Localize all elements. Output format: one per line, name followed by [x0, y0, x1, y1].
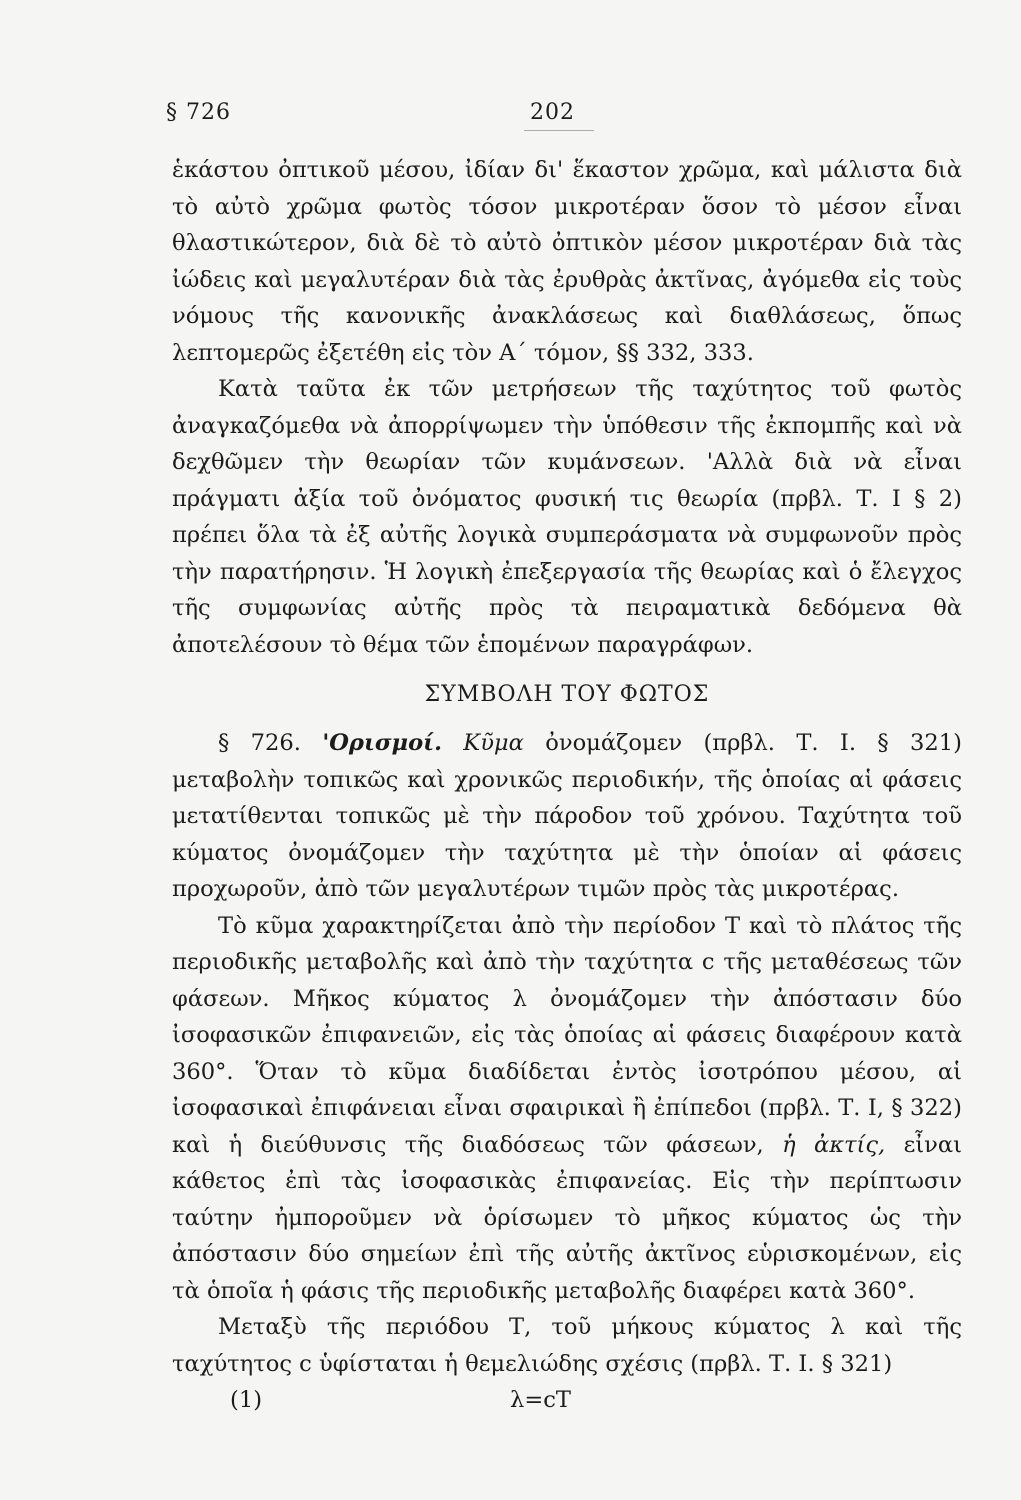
paragraph-wave-characteristics — [172, 908, 962, 1310]
paragraph-text-before: Τὸ κῦμα χαρακτηρίζεται ἀπὸ τὴν περίοδον Τ καὶ τὸ πλάτος τῆς περιοδικῆς μεταβολῆς καὶ ἀπὸ τὴν ταχύτητα c τῆς μεταθέσεως τῶν φάσεων. Μῆκος κύματος λ ὀνομάζομεν τὴν ἀπόστασιν δύο ἰσοφασικῶν ἐπιφανειῶν, εἰς τὰς ὁποίας αἱ φάσεις διαφέρουν κατὰ 360°. Ὅταν τὸ κῦμα διαδίδεται ἐντὸς ἰσοτρόπου μέσου, αἱ ἰσοφασικαὶ ἐπιφάνειαι εἶναι σφαιρικαὶ ἢ ἐπίπεδοι (πρβλ. Τ. Ι, § 322) καὶ ἡ διεύθυνσις τῆς διαδόσεως τῶν φάσεων, — [172, 912, 962, 1158]
equation-number: (1) — [230, 1387, 263, 1413]
section-reference: § 726 — [166, 100, 231, 125]
section-number: § 726. — [218, 730, 323, 756]
paragraph-fundamental-relation: Μεταξὺ τῆς περιόδου Τ, τοῦ μήκους κύματος λ καὶ τῆς ταχύτητος c ὑφίσταται ἡ θεμελιώδης σχέσις (πρβλ. Τ. Ι. § 321) — [172, 1314, 962, 1377]
section-term: 'Ορισμοί. — [322, 730, 442, 756]
paragraph-text-after: εἶναι κάθετος ἐπὶ τὰς ἰσοφασικὰς ἐπιφανείας. Εἰς τὴν περίπτωσιν ταύτην ἠμποροῦμεν νὰ ὁρίσωμεν τὸ μῆκος κύματος ὡς τὴν ἀπόστασιν δύο σημείων ἐπὶ τῆς αὐτῆς ἀκτῖνος εὑρισκομένων, εἰς τὰ ὁποῖα ἡ φάσις τῆς περιοδικῆς μεταβολῆς διαφέρει κατὰ 360°. — [172, 1131, 962, 1304]
italic-term: ἡ ἀκτίς, — [782, 1131, 886, 1158]
page-number-underline — [524, 130, 594, 131]
page-number: 202 — [530, 100, 575, 125]
equation — [172, 1382, 962, 1418]
page-body — [172, 152, 962, 1418]
paragraph-section-726 — [172, 725, 962, 908]
equation-formula: λ=cT — [510, 1387, 571, 1413]
chapter-heading: ΣΥΜΒΟΛΗ ΤΟΥ ΦΩΤΟΣ — [424, 682, 710, 707]
defined-word: Κῦμα — [441, 730, 524, 756]
section-text: ὀνομάζομεν (πρβλ. Τ. Ι. § 321) μεταβολὴν τοπικῶς καὶ χρονικῶς περιοδικήν, τῆς ὁποίας αἱ φάσεις μετατίθενται τοπικῶς μὲ τὴν πάροδον τοῦ χρόνου. Ταχύτητα τοῦ κύματος ὀνομάζομεν τὴν ταχύτητα μὲ τὴν ὁποίαν αἱ φάσεις προχωροῦν, ἀπὸ τῶν μεγαλυτέρων τιμῶν πρὸς τὰς μικροτέρας. — [172, 730, 962, 902]
paragraph-continuation: ἑκάστου ὀπτικοῦ μέσου, ἰδίαν δι' ἕκαστον χρῶμα, καὶ μάλιστα διὰ τὸ αὐτὸ χρῶμα φωτὸς τόσον μικροτέραν ὅσον τὸ μέσον εἶναι θλαστικώτερον, διὰ δὲ τὸ αὐτὸ ὀπτικὸν μέσον μικροτέραν διὰ τὰς ἰώδεις καὶ μεγαλυτέραν διὰ τὰς ἐρυθρὰς ἀκτῖνας, ἀγόμεθα εἰς τοὺς νόμους τῆς κανονικῆς ἀνακλάσεως καὶ διαθλάσεως, ὅπως λεπτομερῶς ἐξετέθη εἰς τὸν Α΄ τόμον, §§ 332, 333. — [172, 157, 962, 366]
page-header — [166, 100, 956, 140]
paragraph-wave-theory: Κατὰ ταῦτα ἐκ τῶν μετρήσεων τῆς ταχύτητος τοῦ φωτὸς ἀναγκαζόμεθα νὰ ἀπορρίψωμεν τὴν ὑπόθεσιν τῆς ἐκπομπῆς καὶ νὰ δεχθῶμεν τὴν θεωρίαν τῶν κυμάνσεων. 'Αλλὰ διὰ νὰ εἶναι πράγματι ἀξία τοῦ ὀνόματος φυσική τις θεωρία (πρβλ. Τ. Ι § 2) πρέπει ὅλα τὰ ἐξ αὐτῆς λογικὰ συμπεράσματα νὰ συμφωνοῦν πρὸς τὴν παρατήρησιν. Ἡ λογικὴ ἐπεξεργασία τῆς θεωρίας καὶ ὁ ἔλεγχος τῆς συμφωνίας αὐτῆς πρὸς τὰ πειραματικὰ δεδόμενα θὰ ἀποτελέσουν τὸ θέμα τῶν ἑπομένων παραγράφων. — [172, 376, 962, 658]
